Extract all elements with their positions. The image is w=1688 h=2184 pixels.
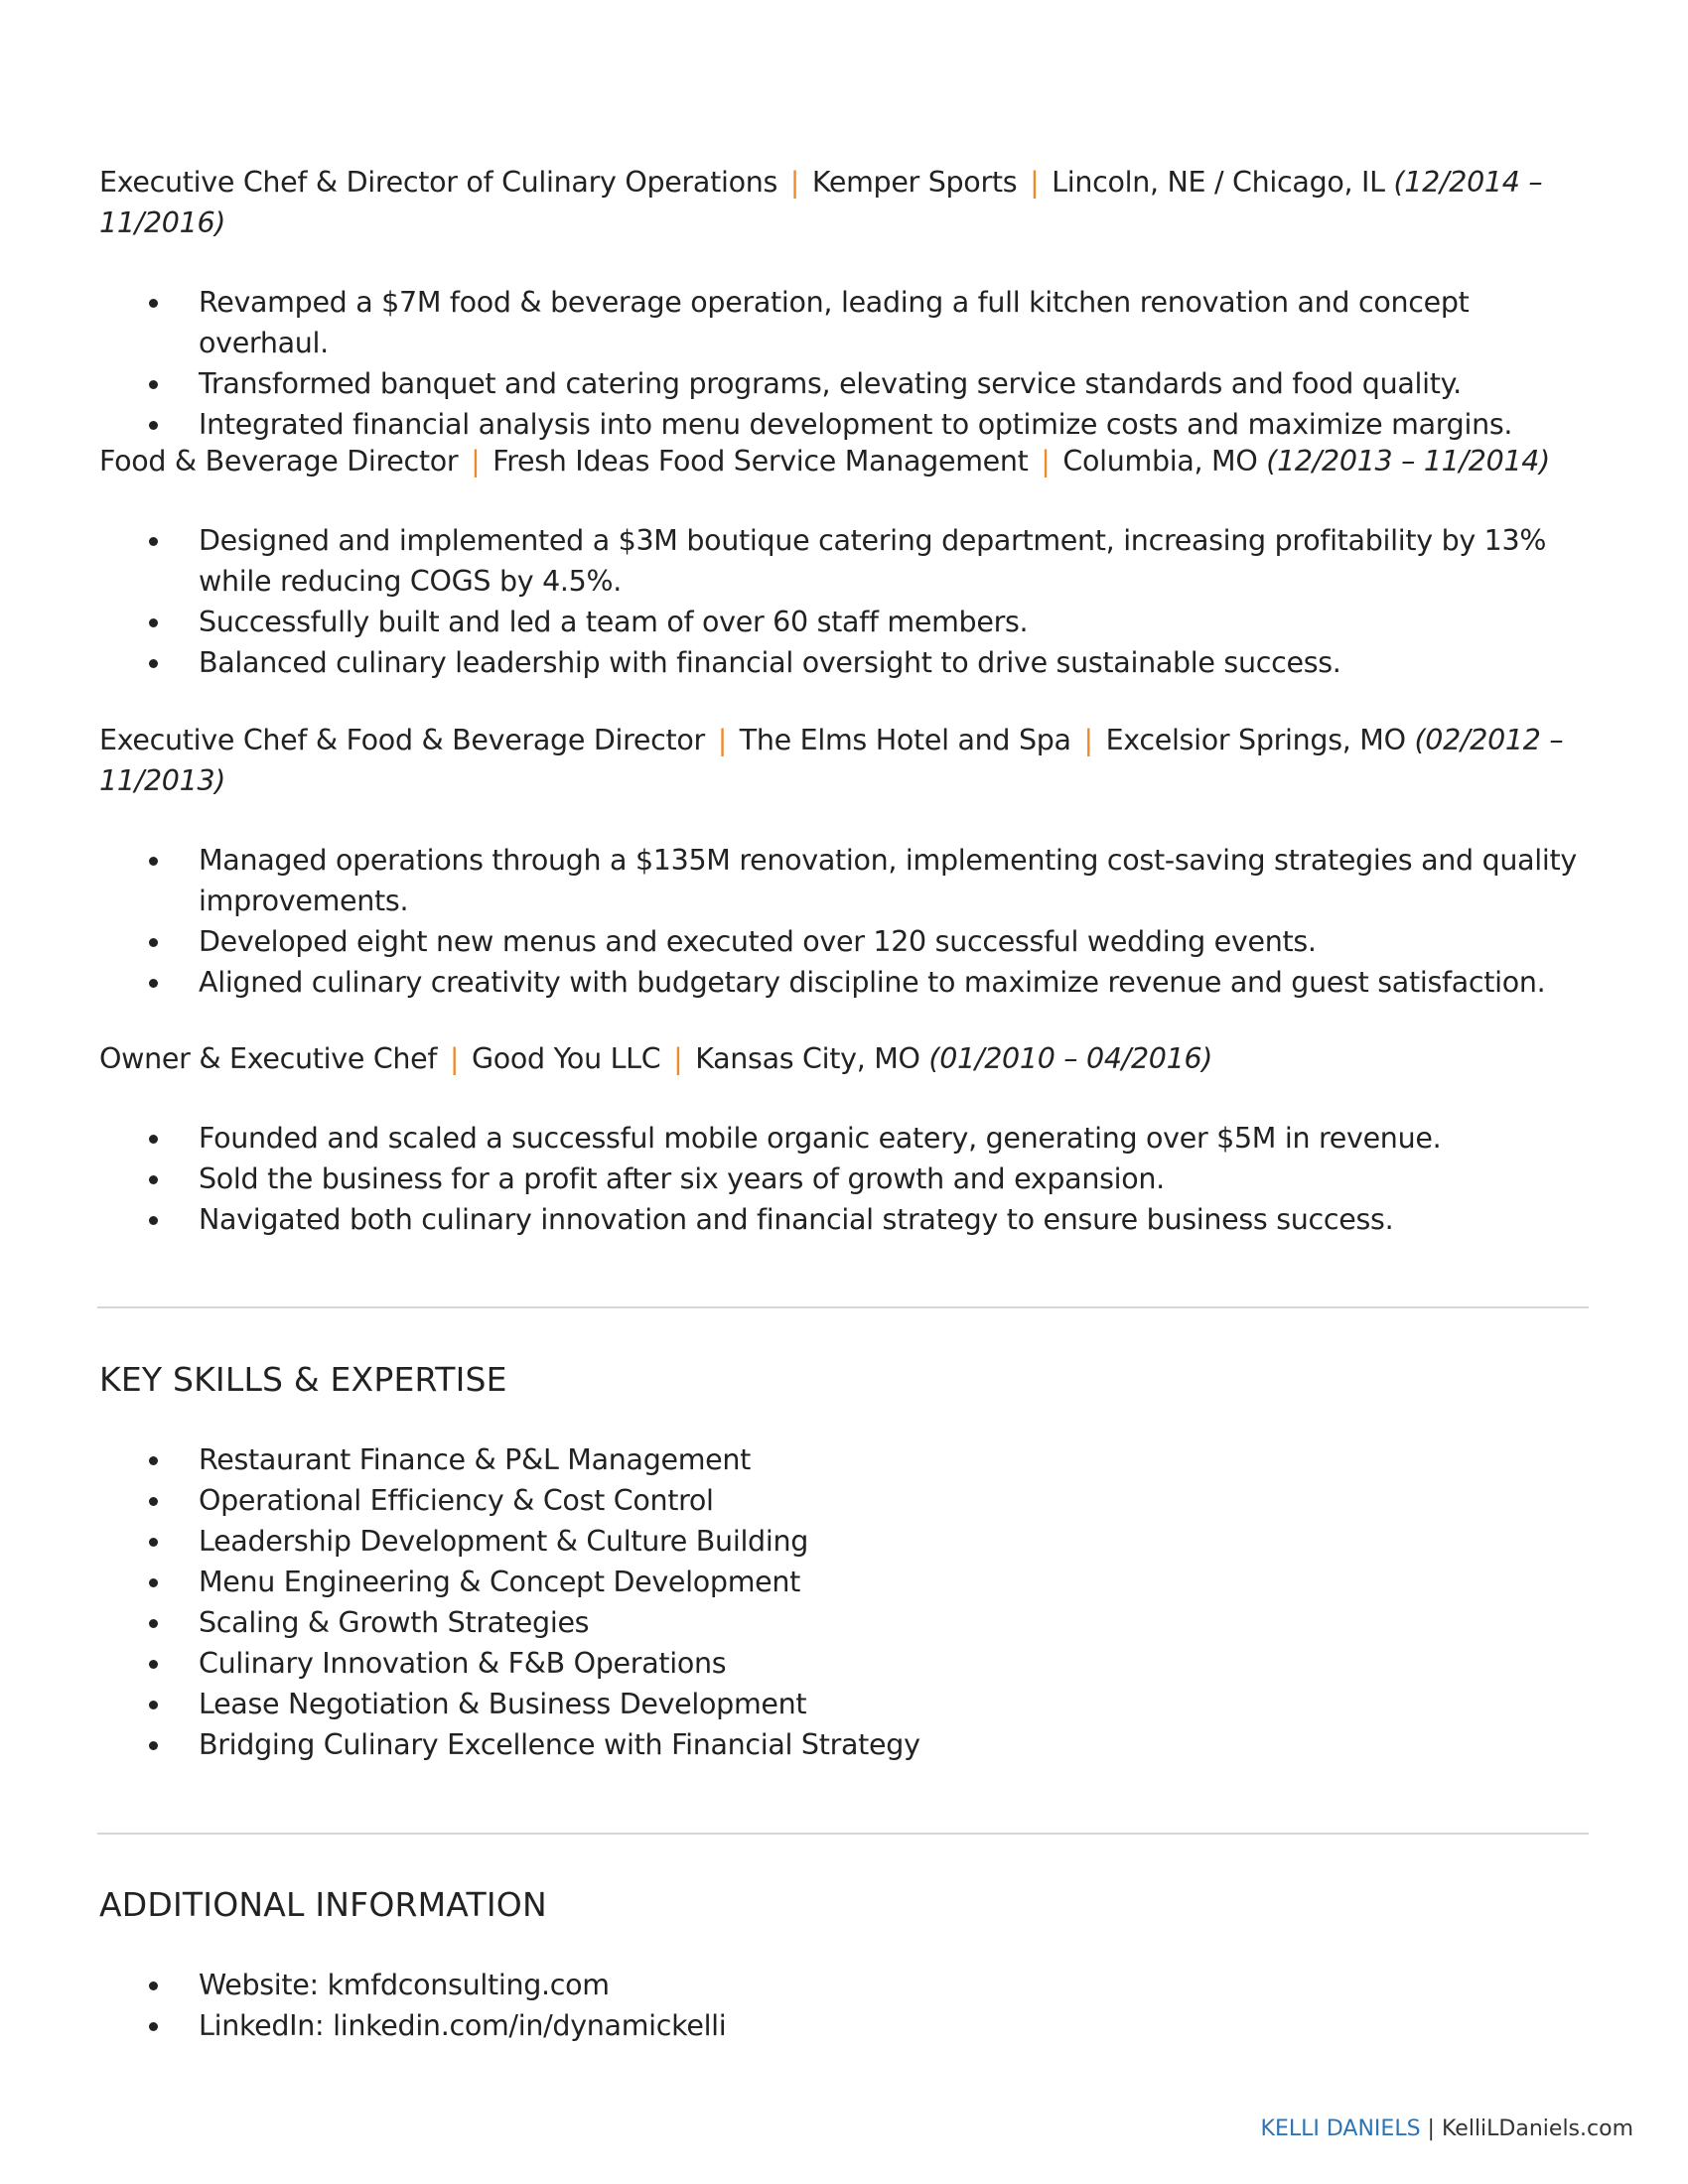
job-company: The Elms Hotel and Spa [739,724,1071,756]
additional-heading: ADDITIONAL INFORMATION [99,1885,547,1924]
job-title-line [99,1038,1589,1079]
job-role: Executive Chef & Director of Culinary Operations [99,166,778,199]
list-item: Culinary Innovation & F&B Operations [99,1643,1589,1684]
list-item: Bridging Culinary Excellence with Financial Strategy [99,1724,1589,1765]
bullet-icon [149,857,158,866]
bullet-icon [149,1741,158,1750]
job-bullets [99,520,1589,683]
list-item: Aligned culinary creativity with budgetary discipline to maximize revenue and guest satisfaction. [99,962,1589,1003]
skills-list [99,1439,1589,1765]
list-item [99,2005,1589,2046]
bullet-icon [149,1619,158,1628]
job-header [99,441,1589,481]
bullet-icon [149,1660,158,1669]
list-item: Balanced culinary leadership with financial oversight to drive sustainable success. [99,642,1589,683]
job-role: Food & Beverage Director [99,445,459,478]
bullet-icon [149,2022,158,2031]
job-company: Kemper Sports [811,166,1018,199]
job-location: Columbia, MO [1062,445,1258,478]
section-divider [97,1833,1589,1835]
bullet-icon [149,380,158,389]
job-bullets [99,282,1589,445]
job-title-line [99,720,1589,801]
job-location: Lincoln, NE / Chicago, IL [1052,166,1385,199]
list-item: Restaurant Finance & P&L Management [99,1439,1589,1480]
list-item: Managed operations through a $135M renovation, implementing cost-saving strategies and quality improvements. [99,840,1589,921]
bullet-icon [149,659,158,668]
job-dates: (01/2010 – 04/2016) [928,1042,1213,1075]
job-dates: (12/2013 – 11/2014) [1266,445,1550,478]
separator: | [717,724,727,756]
list-item: Scaling & Growth Strategies [99,1602,1589,1643]
bullet-icon [149,299,158,308]
bullet-icon [149,938,158,947]
website-text: Website: kmfdconsulting.com [199,1969,610,2001]
additional-list [99,1965,1589,2046]
skills-heading: KEY SKILLS & EXPERTISE [99,1360,507,1399]
bullet-icon [149,1538,158,1547]
job-bullets [99,1118,1589,1240]
bullet-icon [149,421,158,430]
separator: | [1041,445,1051,478]
separator: | [789,166,800,199]
list-item: Menu Engineering & Concept Development [99,1562,1589,1602]
list-item: Leadership Development & Culture Building [99,1521,1589,1562]
list-item: Operational Efficiency & Cost Control [99,1480,1589,1521]
job-company: Fresh Ideas Food Service Management [492,445,1029,478]
list-item: Lease Negotiation & Business Development [99,1684,1589,1724]
bullet-icon [149,1456,158,1465]
list-item: Founded and scaled a successful mobile organic eatery, generating over $5M in revenue. [99,1118,1589,1159]
job-role: Owner & Executive Chef [99,1042,438,1075]
list-item: Navigated both culinary innovation and financial strategy to ensure business success. [99,1199,1589,1240]
separator: | [673,1042,683,1075]
job-header [99,1038,1589,1079]
list-item: Revamped a $7M food & beverage operation, leading a full kitchen renovation and concept overhaul. [99,282,1589,363]
bullet-icon [149,1701,158,1709]
job-role: Executive Chef & Food & Beverage Director [99,724,705,756]
list-item: Developed eight new menus and executed over 120 successful wedding events. [99,921,1589,962]
job-header [99,162,1589,243]
bullet-icon [149,1981,158,1990]
list-item [99,1965,1589,2005]
job-dates: (12/2014 – 11/2016) [99,166,1543,239]
job-title-line [99,162,1589,243]
bullet-icon [149,537,158,546]
job-location: Excelsior Springs, MO [1105,724,1406,756]
job-location: Kansas City, MO [695,1042,920,1075]
list-item: Transformed banquet and catering programs, elevating service standards and food quality. [99,363,1589,404]
job-company: Good You LLC [472,1042,661,1075]
linkedin-text: LinkedIn: linkedin.com/in/dynamickelli [199,2009,727,2042]
bullet-icon [149,1216,158,1225]
bullet-icon [149,1135,158,1144]
footer-separator: | [1427,2116,1435,2141]
section-divider [97,1306,1589,1308]
job-title-line [99,441,1589,481]
footer-name: KELLI DANIELS [1260,2116,1421,2141]
job-header [99,720,1589,801]
page-footer [1261,2115,1633,2144]
separator: | [471,445,481,478]
list-item: Designed and implemented a $3M boutique catering department, increasing profitability by 13% while reducing COGS by 4.5%. [99,520,1589,602]
footer-website: KelliLDaniels.com [1441,2116,1633,2141]
bullet-icon [149,1497,158,1506]
separator: | [1083,724,1093,756]
list-item: Sold the business for a profit after six years of growth and expansion. [99,1159,1589,1199]
list-item: Successfully built and led a team of over 60 staff members. [99,602,1589,642]
job-bullets [99,840,1589,1003]
separator: | [449,1042,460,1075]
bullet-icon [149,1578,158,1587]
job-dates: (02/2012 – 11/2013) [99,724,1564,797]
list-item: Integrated financial analysis into menu development to optimize costs and maximize margins. [99,404,1589,445]
bullet-icon [149,979,158,988]
bullet-icon [149,1175,158,1184]
separator: | [1030,166,1040,199]
bullet-icon [149,618,158,627]
